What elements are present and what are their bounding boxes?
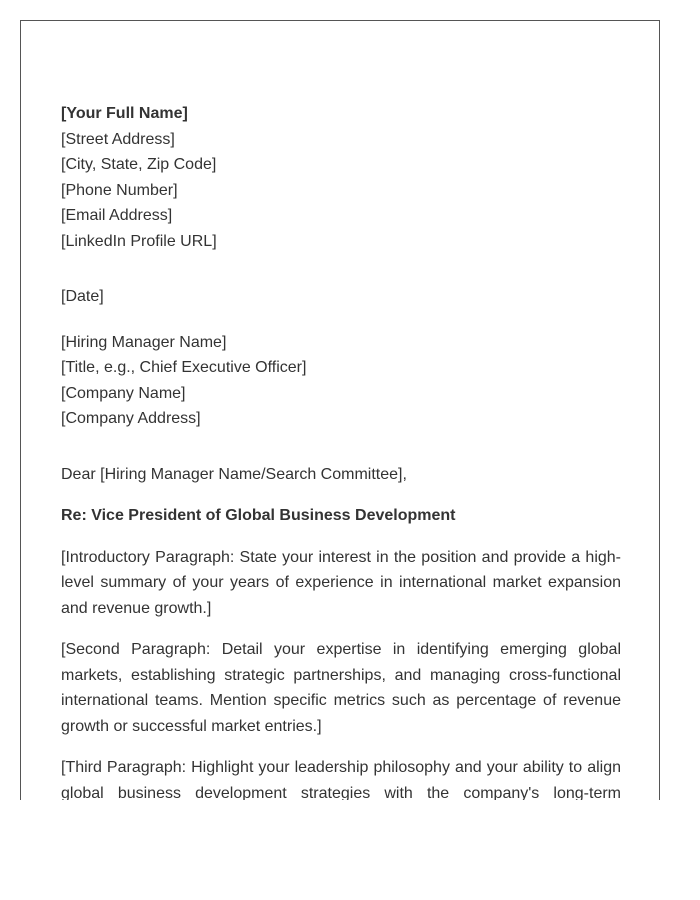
second-paragraph: [Second Paragraph: Detail your expertise in identifying emerging global markets, establishing strategic partnerships, and managing cross-functional international teams. Mention specific metrics such as percentage of revenue growth or successful market entries.]	[61, 641, 621, 735]
letter-date: [Date]	[61, 288, 104, 305]
sender-street: [Street Address]	[61, 130, 175, 148]
sender-linkedin: [LinkedIn Profile URL]	[61, 232, 217, 250]
third-paragraph: [Third Paragraph: Highlight your leadership philosophy and your ability to align global business development strategies with the company's long-term	[61, 759, 621, 800]
sender-block	[61, 101, 621, 254]
sender-email: [Email Address]	[61, 207, 173, 224]
sender-name: [Your Full Name]	[61, 105, 188, 122]
letter-page	[20, 20, 660, 800]
recipient-title: [Title, e.g., Chief Executive Officer]	[61, 359, 307, 376]
recipient-address: [Company Address]	[61, 410, 201, 427]
recipient-name: [Hiring Manager Name]	[61, 333, 227, 351]
recipient-block	[61, 330, 621, 432]
letter-content	[61, 101, 621, 800]
sender-phone: [Phone Number]	[61, 181, 178, 199]
salutation: Dear [Hiring Manager Name/Search Committee],	[61, 465, 407, 483]
sender-city-state-zip: [City, State, Zip Code]	[61, 156, 217, 173]
subject-line: Re: Vice President of Global Business Development	[61, 507, 456, 524]
recipient-company: [Company Name]	[61, 384, 186, 402]
intro-paragraph: [Introductory Paragraph: State your interest in the position and provide a high-level summary of your years of experience in international market expansion and revenue growth.]	[61, 548, 621, 617]
